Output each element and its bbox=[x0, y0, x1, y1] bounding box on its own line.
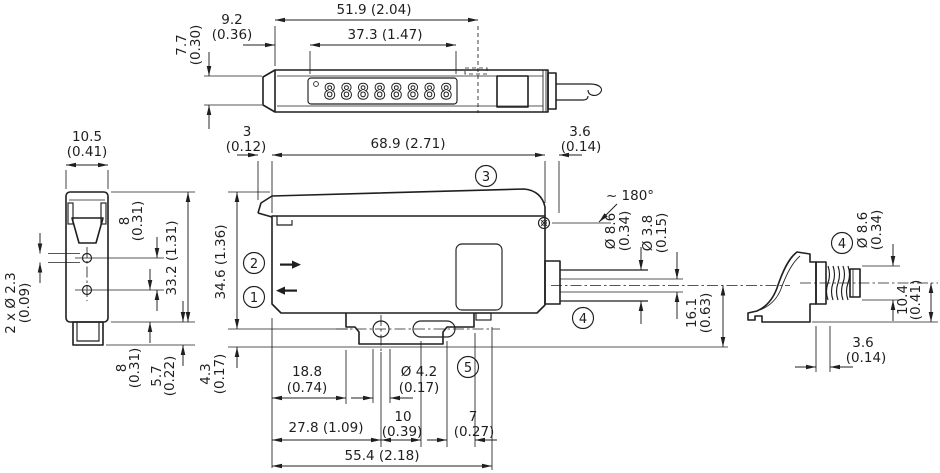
end-cap bbox=[548, 73, 556, 109]
cable-top bbox=[556, 84, 602, 95]
fiber-arrow-1 bbox=[276, 287, 285, 295]
indicator-led bbox=[314, 82, 319, 87]
dim-4-3-in: (0.17) bbox=[212, 353, 228, 395]
dim-9-2-in: (0.36) bbox=[211, 27, 253, 43]
dim-r3-6-in: (0.14) bbox=[845, 350, 887, 366]
dim-33-2: 33.2 (1.31) bbox=[164, 220, 180, 296]
right-detail-view bbox=[748, 210, 938, 372]
dim-4-2-in: (0.17) bbox=[398, 380, 440, 396]
dim-10-4-mm: 10.4 bbox=[895, 284, 911, 316]
dim-4-3-mm: 4.3 bbox=[198, 363, 214, 385]
dim-cable-3-8-mm: Ø 3.8 bbox=[640, 214, 656, 252]
dim-7-mm: 7 bbox=[468, 409, 478, 425]
dim-2x2-3-mm: 2 x Ø 2.3 bbox=[3, 272, 19, 334]
dim-7-7-in: (0.30) bbox=[188, 24, 204, 66]
dim-5-7-mm: 5.7 bbox=[149, 365, 165, 387]
callout-2: 2 bbox=[249, 257, 259, 272]
hidden-detail bbox=[465, 68, 487, 74]
dim-18-8-mm: 18.8 bbox=[291, 364, 323, 380]
dim-55-4: 55.4 (2.18) bbox=[344, 448, 420, 464]
dim-3-6-in: (0.14) bbox=[560, 139, 602, 155]
dim-2x2-3-in: (0.09) bbox=[17, 282, 33, 324]
top-view bbox=[174, 2, 602, 129]
dim-10-in: (0.39) bbox=[381, 424, 423, 440]
dim-r3-6-mm: 3.6 bbox=[852, 335, 874, 351]
callout-4: 4 bbox=[578, 312, 588, 327]
cable-boot bbox=[545, 261, 560, 304]
fiber-arrow-2 bbox=[280, 264, 292, 266]
dim-3-mm: 3 bbox=[242, 124, 252, 140]
dim-10-4-in: (0.41) bbox=[908, 279, 924, 321]
dim-16-1-mm: 16.1 bbox=[684, 297, 700, 329]
dim-18-8-in: (0.74) bbox=[286, 380, 328, 396]
main-body bbox=[272, 216, 545, 313]
dim-8-lower-mm: 8 bbox=[114, 363, 130, 373]
dim-10-5-in: (0.41) bbox=[66, 144, 108, 160]
dim-7-in: (0.27) bbox=[453, 424, 495, 440]
callout-3: 3 bbox=[481, 170, 491, 185]
callout-5: 5 bbox=[463, 361, 473, 376]
dim-37-3: 37.3 (1.47) bbox=[347, 27, 423, 43]
main-side-view bbox=[198, 124, 790, 470]
dim-16-1-in: (0.63) bbox=[698, 292, 714, 334]
dim-angle-180: ~ 180° bbox=[605, 188, 655, 204]
dim-conn-8-6-in: (0.34) bbox=[869, 209, 885, 251]
callout-4b: 4 bbox=[837, 237, 847, 252]
clamp-tab bbox=[476, 313, 491, 320]
top-view-nose-taper bbox=[263, 70, 275, 112]
dim-3-in: (0.12) bbox=[225, 139, 267, 155]
label-plate bbox=[456, 244, 502, 310]
seven-segment-display: 88888888 bbox=[323, 80, 457, 104]
callouts bbox=[244, 166, 853, 378]
dim-9-2-mm: 9.2 bbox=[221, 12, 243, 28]
dim-conn-8-6-mm: Ø 8.6 bbox=[855, 211, 871, 249]
dim-4-2-mm: Ø 4.2 bbox=[400, 364, 438, 380]
dim-8-lower-in: (0.31) bbox=[127, 347, 143, 389]
dim-68-9: 68.9 (2.71) bbox=[370, 136, 446, 152]
dim-cable-3-8-in: (0.15) bbox=[654, 212, 670, 254]
dim-3-6-mm: 3.6 bbox=[569, 124, 591, 140]
callout-1: 1 bbox=[249, 291, 259, 306]
left-view bbox=[3, 129, 195, 396]
dim-27-8: 27.8 (1.09) bbox=[288, 420, 364, 436]
dim-cable-8-6-mm: Ø 8.6 bbox=[603, 212, 619, 250]
dim-5-7-in: (0.22) bbox=[162, 355, 178, 397]
dim-8-pitch-in: (0.31) bbox=[130, 200, 146, 242]
dim-8-pitch-mm: 8 bbox=[117, 216, 133, 226]
dim-10-mm: 10 bbox=[394, 409, 412, 425]
dim-10-5-mm: 10.5 bbox=[71, 129, 103, 145]
dim-7-7-mm: 7.7 bbox=[174, 34, 190, 56]
dim-cable-8-6-in: (0.34) bbox=[617, 210, 633, 252]
set-button bbox=[497, 76, 528, 107]
fiber-clamp-lever bbox=[72, 218, 103, 243]
hinged-cover bbox=[258, 189, 545, 216]
dim-51-9: 51.9 (2.04) bbox=[336, 2, 412, 18]
dim-34-6: 34.6 (1.36) bbox=[213, 224, 229, 300]
